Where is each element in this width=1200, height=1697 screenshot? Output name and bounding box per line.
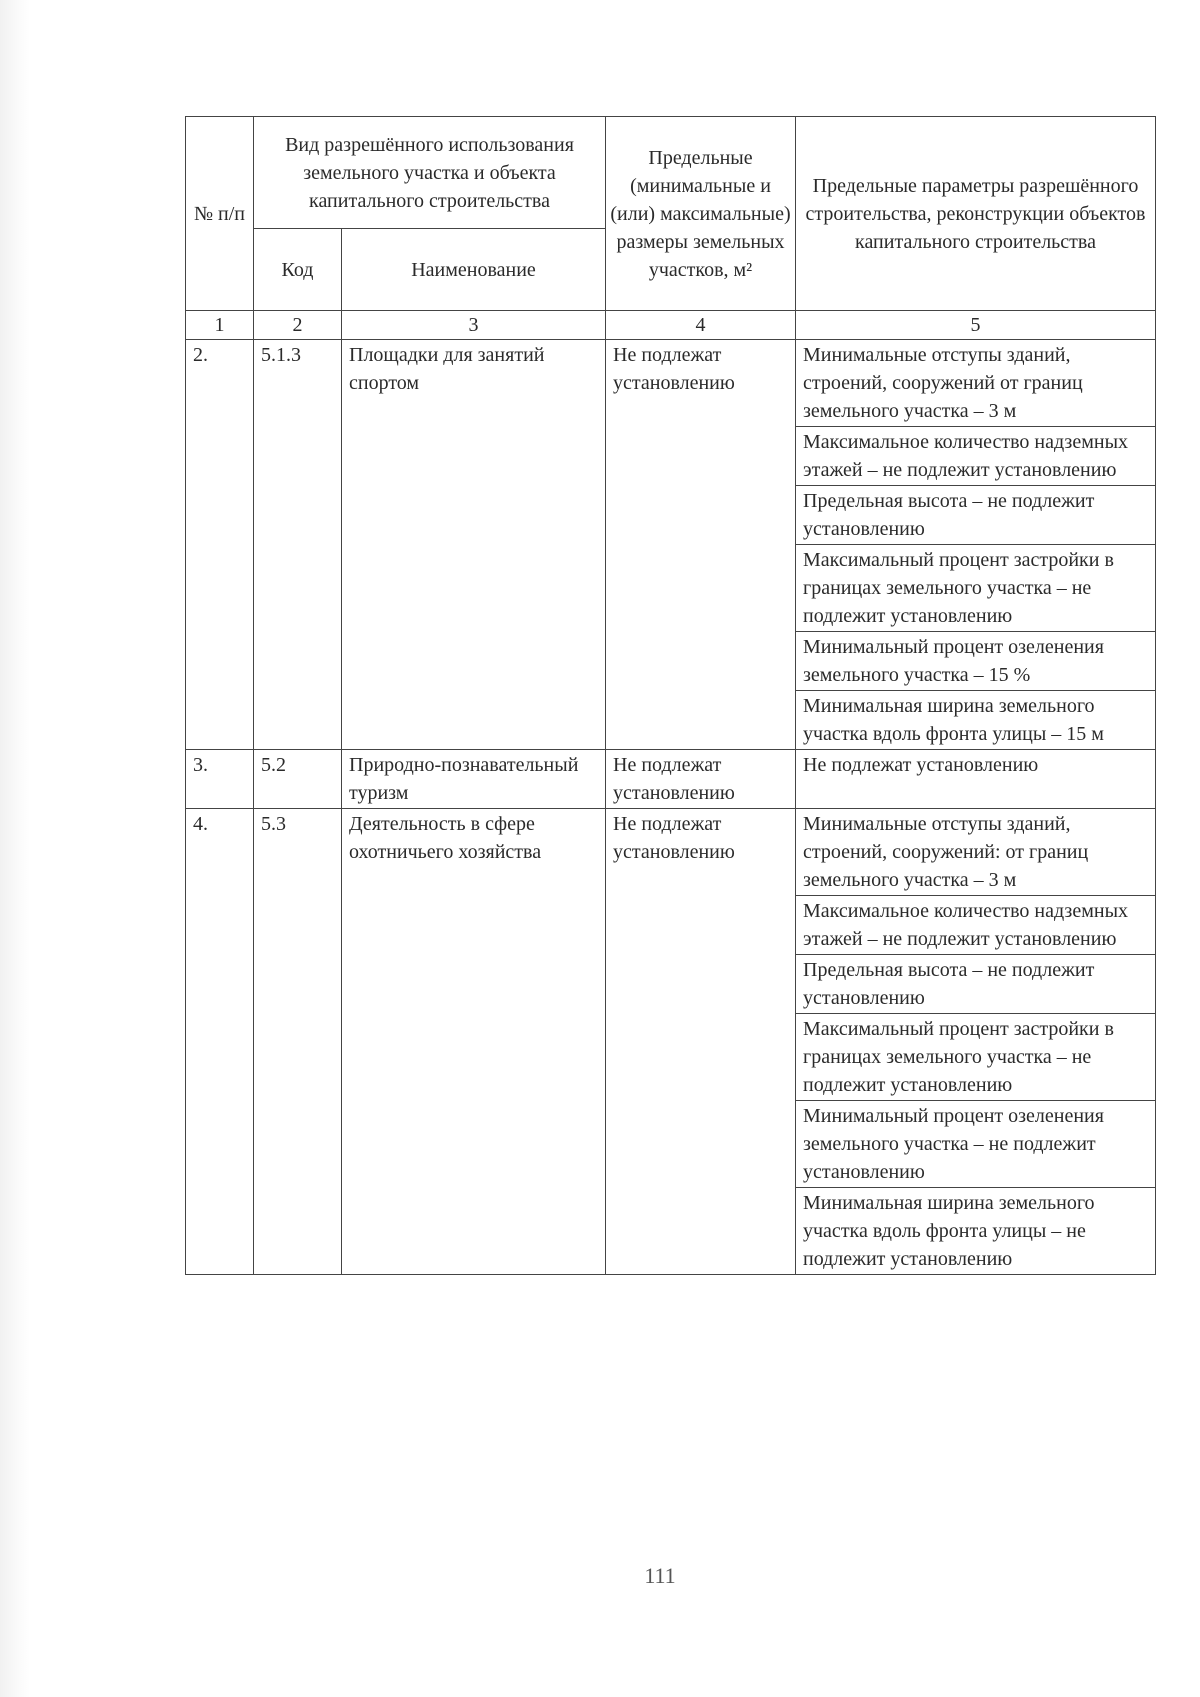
header-code: Код — [254, 229, 342, 311]
header-plot-size: Предельные (минимальные и (или) максимальные) размеры земельных участков, м² — [606, 117, 796, 311]
row-param: Предельная высота – не подлежит установлению — [796, 955, 1156, 1014]
row-name: Площадки для занятий спортом — [342, 340, 606, 750]
row-param: Максимальный процент застройки в границах земельного участка – не подлежит установлению — [796, 1014, 1156, 1101]
row-param: Минимальный процент озеленения земельного участка – 15 % — [796, 632, 1156, 691]
row-plot-size: Не подлежат установлению — [606, 750, 796, 809]
row-name: Природно-познавательный туризм — [342, 750, 606, 809]
table-row — [186, 340, 1156, 427]
row-param: Предельная высота – не подлежит установлению — [796, 486, 1156, 545]
col-number: 2 — [254, 311, 342, 340]
row-param: Минимальные отступы зданий, строений, сооружений от границ земельного участка – 3 м — [796, 340, 1156, 427]
row-param: Минимальная ширина земельного участка вдоль фронта улицы – 15 м — [796, 691, 1156, 750]
row-param: Минимальная ширина земельного участка вдоль фронта улицы – не подлежит установлению — [796, 1188, 1156, 1275]
row-code: 5.3 — [254, 809, 342, 1275]
row-number: 4. — [186, 809, 254, 1275]
scan-edge-shadow — [0, 0, 30, 1697]
row-code: 5.2 — [254, 750, 342, 809]
row-plot-size: Не подлежат установлению — [606, 809, 796, 1275]
row-number: 3. — [186, 750, 254, 809]
col-number: 1 — [186, 311, 254, 340]
row-param: Минимальные отступы зданий, строений, сооружений: от границ земельного участка – 3 м — [796, 809, 1156, 896]
header-permitted-use: Вид разрешённого использования земельного участка и объекта капитального строительства — [254, 117, 606, 229]
row-number: 2. — [186, 340, 254, 750]
row-param: Не подлежат установлению — [796, 750, 1156, 809]
row-param: Максимальное количество надземных этажей – не подлежит установлению — [796, 427, 1156, 486]
regulations-table — [185, 116, 1156, 1275]
col-number: 5 — [796, 311, 1156, 340]
row-param: Максимальное количество надземных этажей – не подлежит установлению — [796, 896, 1156, 955]
table-row — [186, 809, 1156, 896]
table-row — [186, 750, 1156, 809]
col-number: 3 — [342, 311, 606, 340]
row-param: Минимальный процент озеленения земельного участка – не подлежит установлению — [796, 1101, 1156, 1188]
header-build-params: Предельные параметры разрешённого строительства, реконструкции объектов капитального строительства — [796, 117, 1156, 311]
page-number: 111 — [644, 1563, 676, 1588]
header-num: № п/п — [186, 117, 254, 311]
col-number: 4 — [606, 311, 796, 340]
header-name: Наименование — [342, 229, 606, 311]
row-plot-size: Не подлежат установлению — [606, 340, 796, 750]
row-param: Максимальный процент застройки в границах земельного участка – не подлежит установлению — [796, 545, 1156, 632]
row-code: 5.1.3 — [254, 340, 342, 750]
row-name: Деятельность в сфере охотничьего хозяйства — [342, 809, 606, 1275]
